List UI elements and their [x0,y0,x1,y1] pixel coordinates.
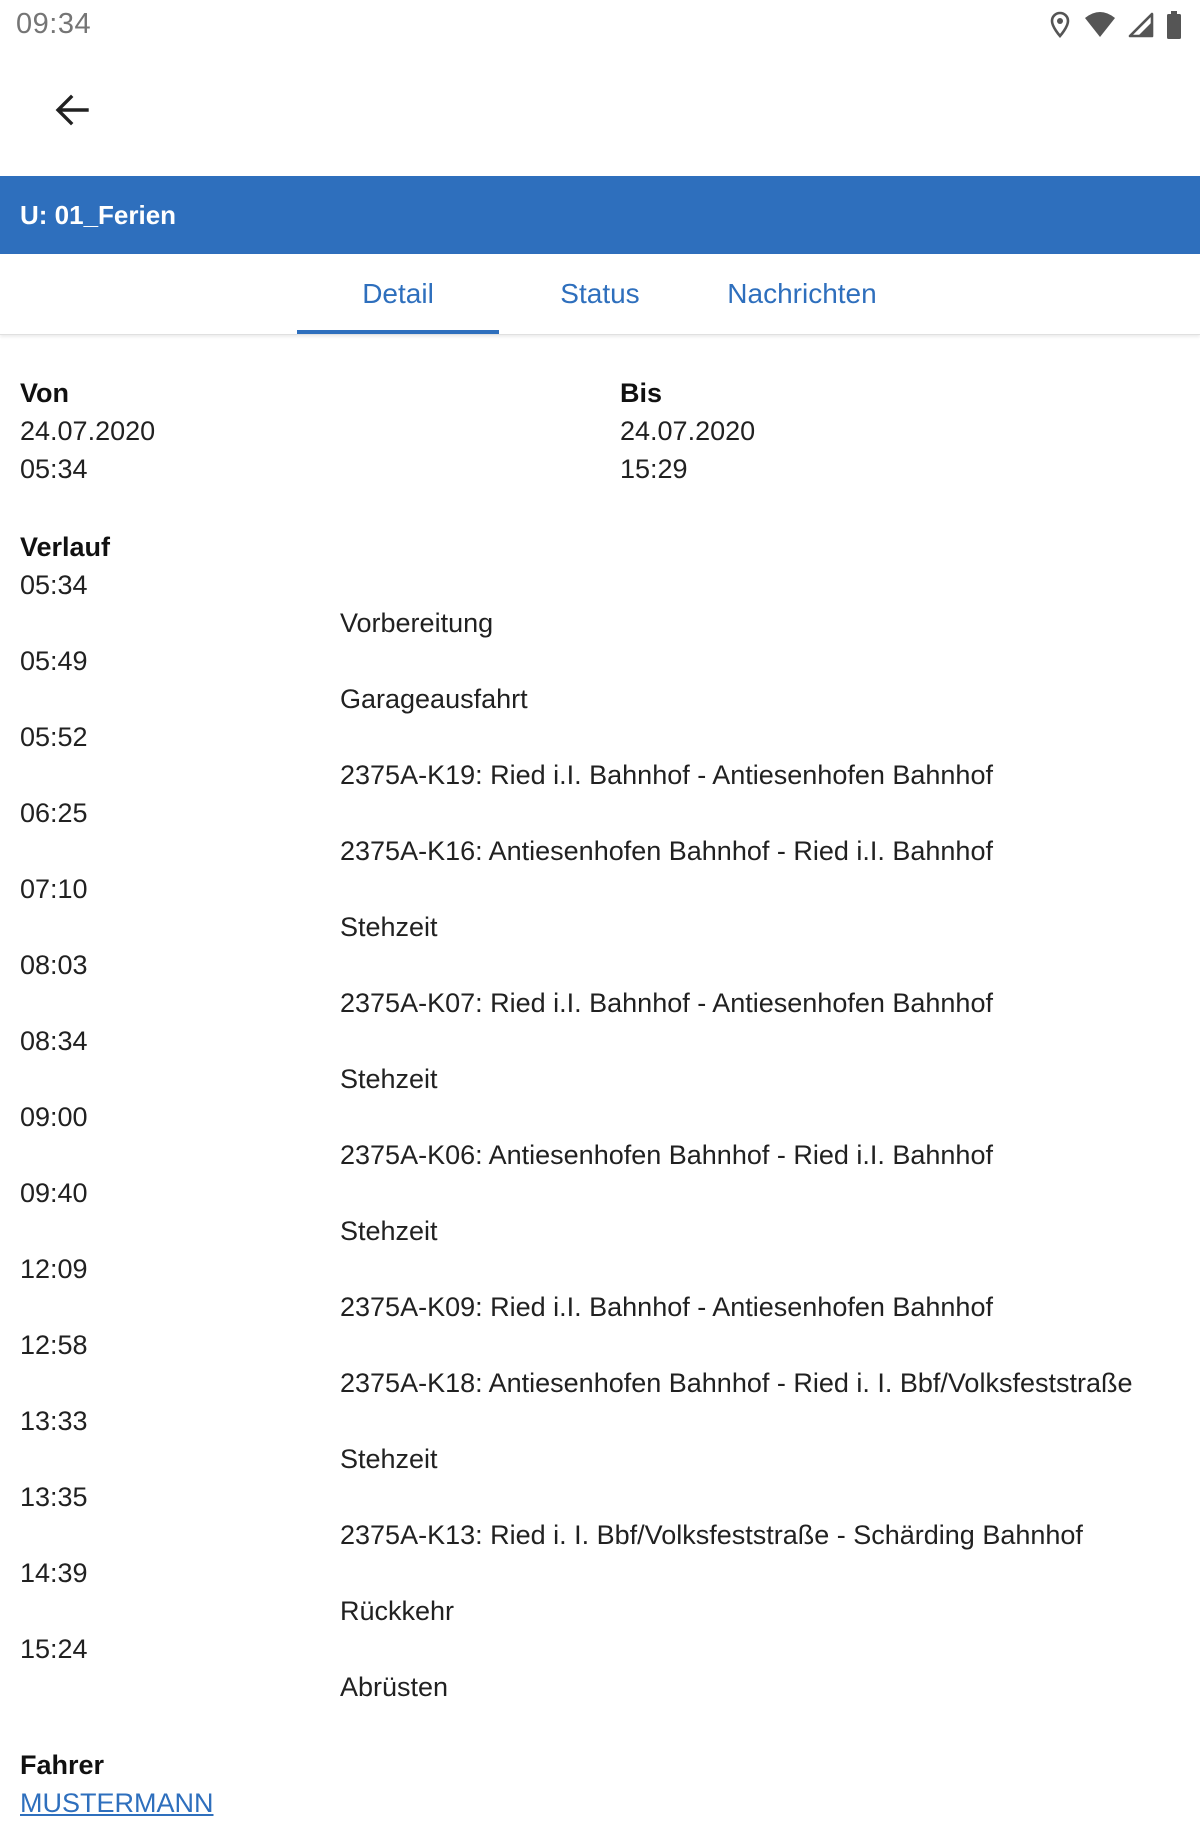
history-text: 2375A-K13: Ried i. I. Bbf/Volksfeststraße - Schärding Bahnhof [340,1520,1083,1550]
history-text: 2375A-K19: Ried i.I. Bahnhof - Antiesenhofen Bahnhof [340,760,993,790]
tab-status[interactable]: Status [560,278,640,309]
history-text: 2375A-K06: Antiesenhofen Bahnhof - Ried i.I. Bahnhof [340,1140,993,1170]
to-time: 15:29 [620,454,688,484]
from-label: Von [20,378,69,408]
status-icons [1048,10,1182,40]
history-text: 2375A-K16: Antiesenhofen Bahnhof - Ried i.I. Bahnhof [340,836,993,866]
to-date: 24.07.2020 [620,416,756,446]
history-text: Stehzeit [340,912,438,942]
history-time: 08:34 [20,1026,88,1056]
back-button[interactable] [40,78,104,142]
history-text: Stehzeit [340,1216,438,1246]
history-text: Vorbereitung [340,608,494,638]
history-text: Garageausfahrt [340,684,528,714]
history-time: 14:39 [20,1558,88,1588]
history-text: Stehzeit [340,1444,438,1474]
history-time: 12:09 [20,1254,88,1284]
driver-name-link[interactable]: MUSTERMANN [20,1788,214,1818]
to-label: Bis [620,378,663,408]
history-time: 05:34 [20,570,88,600]
history-text: Abrüsten [340,1672,449,1702]
history-text: Rückkehr [340,1596,455,1626]
tab-messages[interactable]: Nachrichten [727,278,877,309]
status-time: 09:34 [16,8,92,40]
history-time: 15:24 [20,1634,88,1664]
history-time: 05:52 [20,722,88,752]
history-time: 08:03 [20,950,88,980]
history-time: 06:25 [20,798,88,828]
status-bar [0,0,1200,52]
tab-detail[interactable]: Detail [297,254,499,334]
title-banner [0,176,1200,254]
history-text: Stehzeit [340,1064,438,1094]
history-text: 2375A-K09: Ried i.I. Bahnhof - Antiesenhofen Bahnhof [340,1292,993,1322]
history-time: 09:40 [20,1178,88,1208]
battery-icon [1166,11,1182,39]
from-time: 05:34 [20,454,88,484]
arrow-back-icon [54,92,90,128]
history-text: 2375A-K07: Ried i.I. Bahnhof - Antiesenhofen Bahnhof [340,988,993,1018]
from-date: 24.07.2020 [20,416,156,446]
history-time: 13:35 [20,1482,88,1512]
history-time: 05:49 [20,646,88,676]
history-time: 12:58 [20,1330,88,1360]
history-time: 07:10 [20,874,88,904]
driver-label: Fahrer [20,1750,105,1780]
history-time: 13:33 [20,1406,88,1436]
signal-icon [1128,12,1154,38]
wifi-icon [1084,12,1116,38]
location-icon [1048,11,1072,39]
history-label: Verlauf [20,532,111,562]
page-title: U: 01_Ferien [20,199,177,230]
history-text: 2375A-K18: Antiesenhofen Bahnhof - Ried i. I. Bbf/Volksfeststraße [340,1368,1133,1398]
app-bar [0,52,1200,176]
history-time: 09:00 [20,1102,88,1132]
tab-bar [0,254,1200,335]
